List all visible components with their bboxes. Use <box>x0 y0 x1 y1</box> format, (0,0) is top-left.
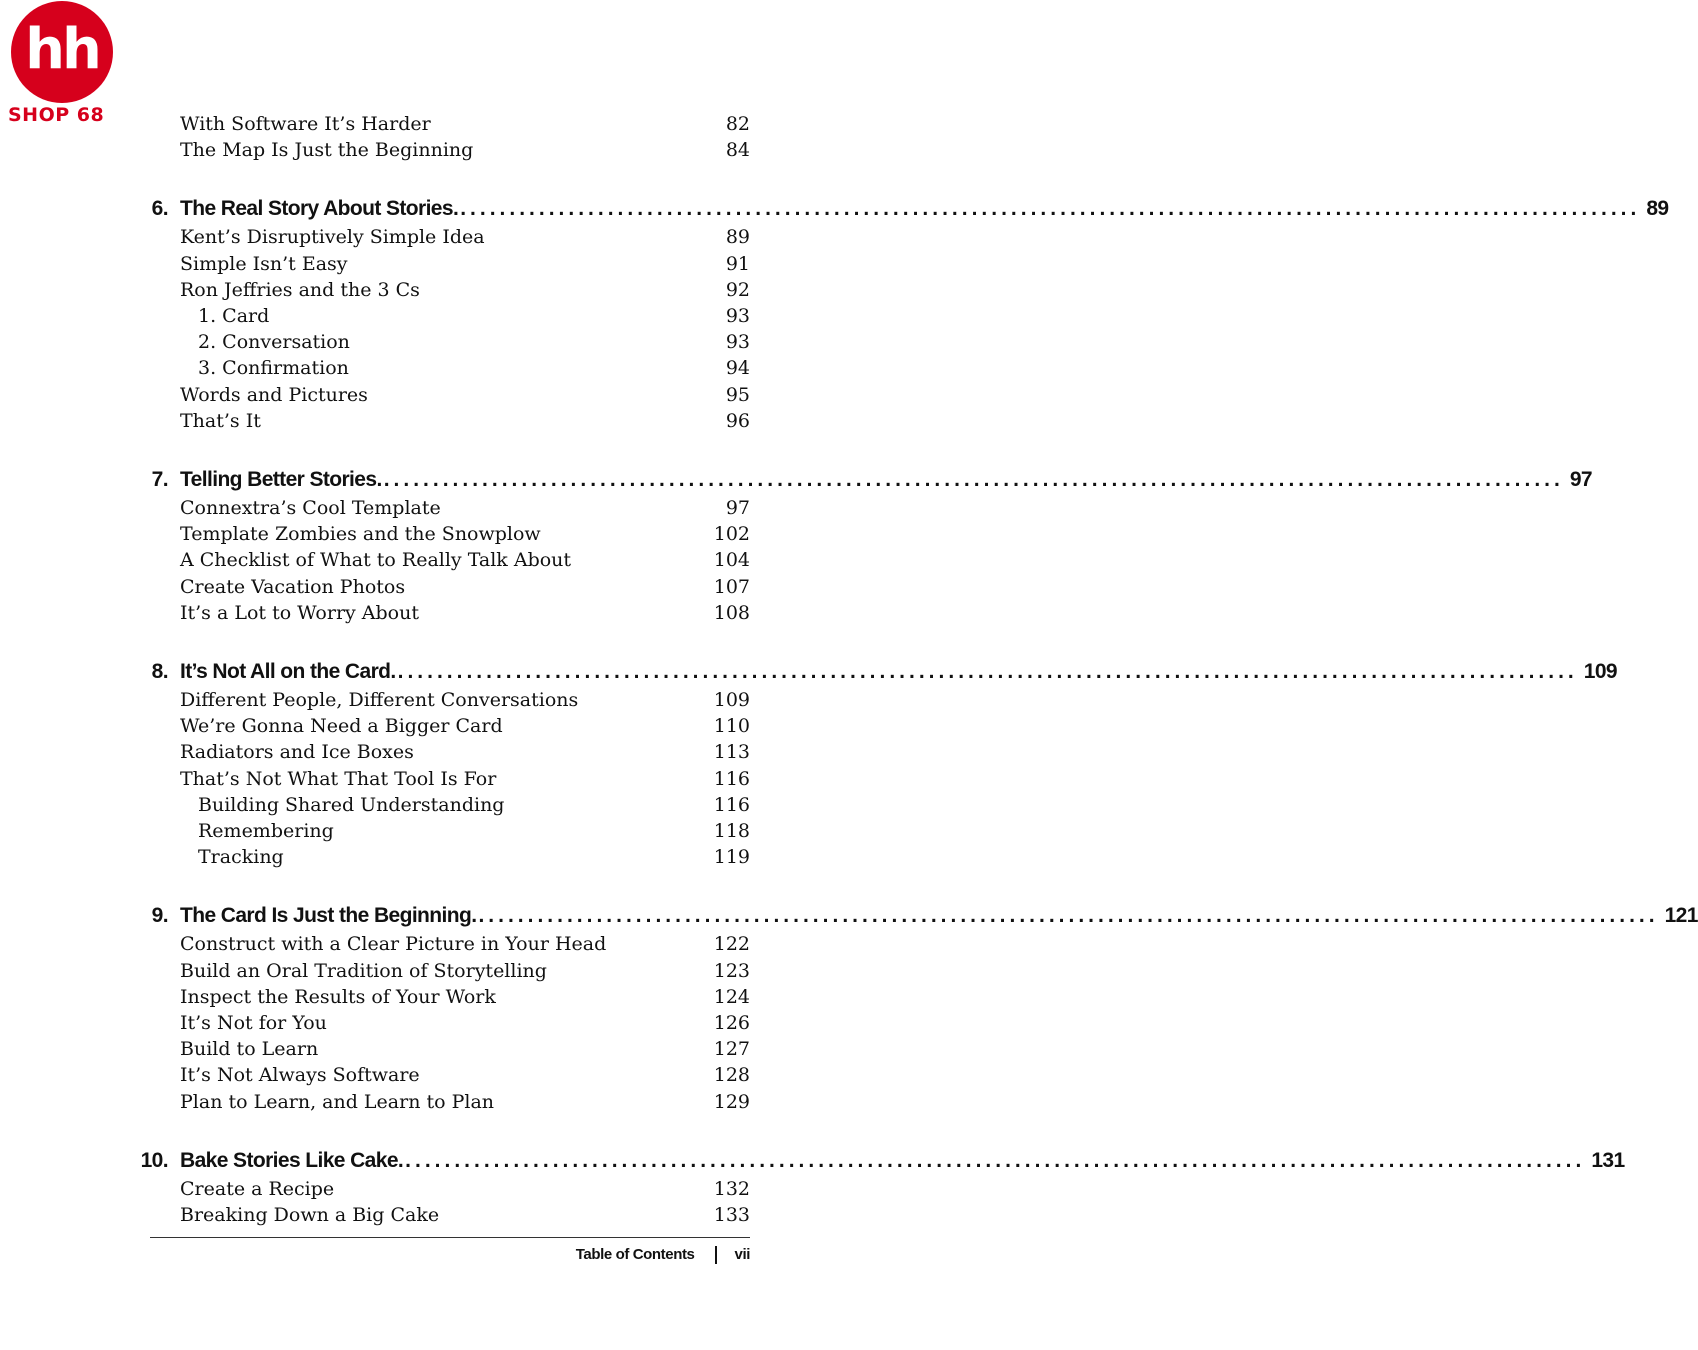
toc-entry-title: Connextra’s Cool Template <box>180 497 441 519</box>
chapter-heading <box>130 194 1669 224</box>
toc-entry <box>198 818 750 844</box>
toc-entry-page: 110 <box>713 715 750 738</box>
footer-separator <box>715 1246 717 1264</box>
toc-entry <box>180 739 750 765</box>
toc-entry-title: Template Zombies and the Snowplow <box>180 523 541 546</box>
toc-entry-page: 129 <box>713 1090 750 1113</box>
toc-entry <box>180 495 750 521</box>
toc-entry-page: 116 <box>713 767 750 790</box>
dot-leader: ........................................................................................................................ <box>478 904 1659 928</box>
toc-entry-title: Create a Recipe <box>180 1177 335 1200</box>
toc-entry-page: 126 <box>713 1012 750 1034</box>
toc-entry <box>198 844 750 870</box>
toc-entry-title: 1. Card <box>198 305 270 327</box>
toc-entry-page: 128 <box>713 1064 750 1087</box>
toc-entry-title: It’s a Lot to Worry About <box>180 601 419 624</box>
toc-entry <box>180 1089 750 1115</box>
chapter-number: 7. <box>151 468 168 491</box>
toc-entry-title: Different People, Different Conversations <box>180 689 579 711</box>
toc-entry-title: Inspect the Results of Your Work <box>180 985 496 1008</box>
toc-entry-title: Breaking Down a Big Cake <box>180 1204 440 1226</box>
toc-entry <box>180 958 750 984</box>
toc-entry-title: Build to Learn <box>180 1038 319 1061</box>
toc-entry <box>180 224 750 250</box>
toc-entry-title: Kent’s Disruptively Simple Idea <box>180 226 485 249</box>
toc-entry-title: 3. Confirmation <box>198 357 349 380</box>
toc-entry-page: 102 <box>713 523 750 546</box>
toc-entry <box>198 792 750 818</box>
toc-entry-title: That’s Not What That Tool Is For <box>180 767 497 790</box>
toc-entry <box>180 277 750 303</box>
toc-entry-title: With Software It’s Harder <box>180 113 431 135</box>
footer-page-number: vii <box>734 1246 750 1263</box>
toc-entry-page: 133 <box>713 1204 750 1226</box>
toc-entry-title: We’re Gonna Need a Bigger Card <box>180 715 503 738</box>
toc-entry-title: Radiators and Ice Boxes <box>180 741 414 764</box>
chapter-title: The Card Is Just the Beginning. <box>180 904 477 928</box>
chapter-heading <box>130 901 1698 931</box>
toc-entry <box>198 329 750 355</box>
toc-entry-title: Simple Isn’t Easy <box>180 252 348 275</box>
chapter-number: 8. <box>151 660 168 683</box>
toc-entry-page: 94 <box>725 357 750 380</box>
shop-logo <box>0 0 130 135</box>
toc-entry-title: 2. Conversation <box>198 331 350 354</box>
toc-entry-title: A Checklist of What to Really Talk About <box>180 549 572 572</box>
toc-entry-page: 104 <box>713 549 750 572</box>
toc-entry-page: 108 <box>713 601 750 624</box>
toc-entry-page: 118 <box>713 820 750 842</box>
toc-entry <box>180 1176 750 1202</box>
toc-entry-page: 91 <box>725 252 750 275</box>
toc-entry-title: Ron Jeffries and the 3 Cs <box>180 278 420 301</box>
toc-entry-page: 127 <box>713 1038 750 1061</box>
toc-entry-page: 124 <box>713 985 750 1008</box>
chapter-heading <box>130 1146 1625 1176</box>
toc-entry <box>180 766 750 792</box>
toc-entry <box>180 600 750 626</box>
toc-entry <box>180 984 750 1010</box>
dot-leader: ........................................................................................................................ <box>383 468 1564 491</box>
toc-entry-page: 84 <box>725 139 750 162</box>
chapter-number: 9. <box>151 904 168 928</box>
toc-entry-title: The Map Is Just the Beginning <box>180 139 474 162</box>
toc-entry <box>180 574 750 600</box>
toc-entry-title: Build an Oral Tradition of Storytelling <box>180 959 547 982</box>
toc-entry-title: Words and Pictures <box>180 383 368 406</box>
toc-entry-page: 92 <box>725 278 750 301</box>
toc-entry-page: 82 <box>725 113 750 135</box>
toc-entry-page: 132 <box>713 1177 750 1200</box>
toc-entry <box>180 1062 750 1088</box>
chapter-title: Telling Better Stories. <box>180 468 382 491</box>
toc-entry-title: Plan to Learn, and Learn to Plan <box>180 1090 495 1113</box>
toc-entry <box>180 111 750 137</box>
toc-entry <box>180 547 750 573</box>
toc-entry-page: 107 <box>713 575 750 598</box>
chapter-page: 97 <box>1569 468 1592 491</box>
dot-leader: ........................................................................................................................ <box>460 197 1641 221</box>
chapter-title: It’s Not All on the Card. <box>180 660 396 683</box>
toc-entry-page: 93 <box>725 331 750 354</box>
toc-entry <box>180 1202 750 1228</box>
footer-section-label: Table of Contents <box>575 1246 695 1263</box>
toc-entry-title: Remembering <box>198 820 334 842</box>
toc-entry-page: 113 <box>713 741 750 764</box>
toc-entry <box>180 1036 750 1062</box>
toc-entry <box>198 303 750 329</box>
toc-entry <box>180 1010 750 1036</box>
chapter-page: 131 <box>1591 1148 1625 1172</box>
dot-leader: ........................................................................................................................ <box>397 660 1578 683</box>
chapter-number: 6. <box>151 197 168 221</box>
toc-entry <box>180 408 750 434</box>
chapter-title: The Real Story About Stories. <box>180 197 459 221</box>
chapter-number: 10. <box>140 1148 168 1172</box>
toc-entry <box>180 137 750 163</box>
toc-entry-page: 96 <box>725 409 750 432</box>
toc-entry-page: 93 <box>725 305 750 327</box>
toc-entry-title: Create Vacation Photos <box>180 575 406 598</box>
toc-entry <box>180 713 750 739</box>
page-footer <box>576 1243 750 1267</box>
toc-entry-page: 123 <box>713 959 750 982</box>
chapter-page: 121 <box>1664 904 1698 928</box>
logo-text: SHOP 68 <box>8 104 105 126</box>
toc-entry-title: Tracking <box>198 846 284 869</box>
toc-entry-page: 116 <box>713 793 750 816</box>
toc-entry <box>180 382 750 408</box>
toc-entry <box>180 521 750 547</box>
footer-rule <box>150 1237 750 1238</box>
toc-entry <box>180 687 750 713</box>
logo-mark: hh <box>11 1 113 103</box>
toc-entry-title: It’s Not for You <box>180 1012 327 1034</box>
chapter-page: 109 <box>1583 660 1618 683</box>
toc-entry-page: 89 <box>725 226 750 249</box>
chapter-heading <box>130 657 1618 687</box>
toc-entry-page: 119 <box>713 846 750 869</box>
toc-entry-page: 109 <box>713 689 750 711</box>
toc-entry-title: That’s It <box>180 409 261 432</box>
toc-entry-page: 122 <box>713 933 750 956</box>
toc-entry <box>198 355 750 381</box>
dot-leader: ........................................................................................................................ <box>405 1148 1586 1172</box>
toc-entry-title: It’s Not Always Software <box>180 1064 420 1087</box>
chapter-title: Bake Stories Like Cake. <box>180 1148 404 1172</box>
chapter-heading <box>130 465 1592 495</box>
toc-entry-title: Building Shared Understanding <box>198 793 505 816</box>
toc-entry <box>180 931 750 957</box>
chapter-page: 89 <box>1646 197 1669 221</box>
toc-entry-title: Construct with a Clear Picture in Your Head <box>180 933 607 956</box>
toc-entry-page: 95 <box>725 383 750 406</box>
toc-entry-page: 97 <box>725 497 750 519</box>
toc-entry <box>180 251 750 277</box>
